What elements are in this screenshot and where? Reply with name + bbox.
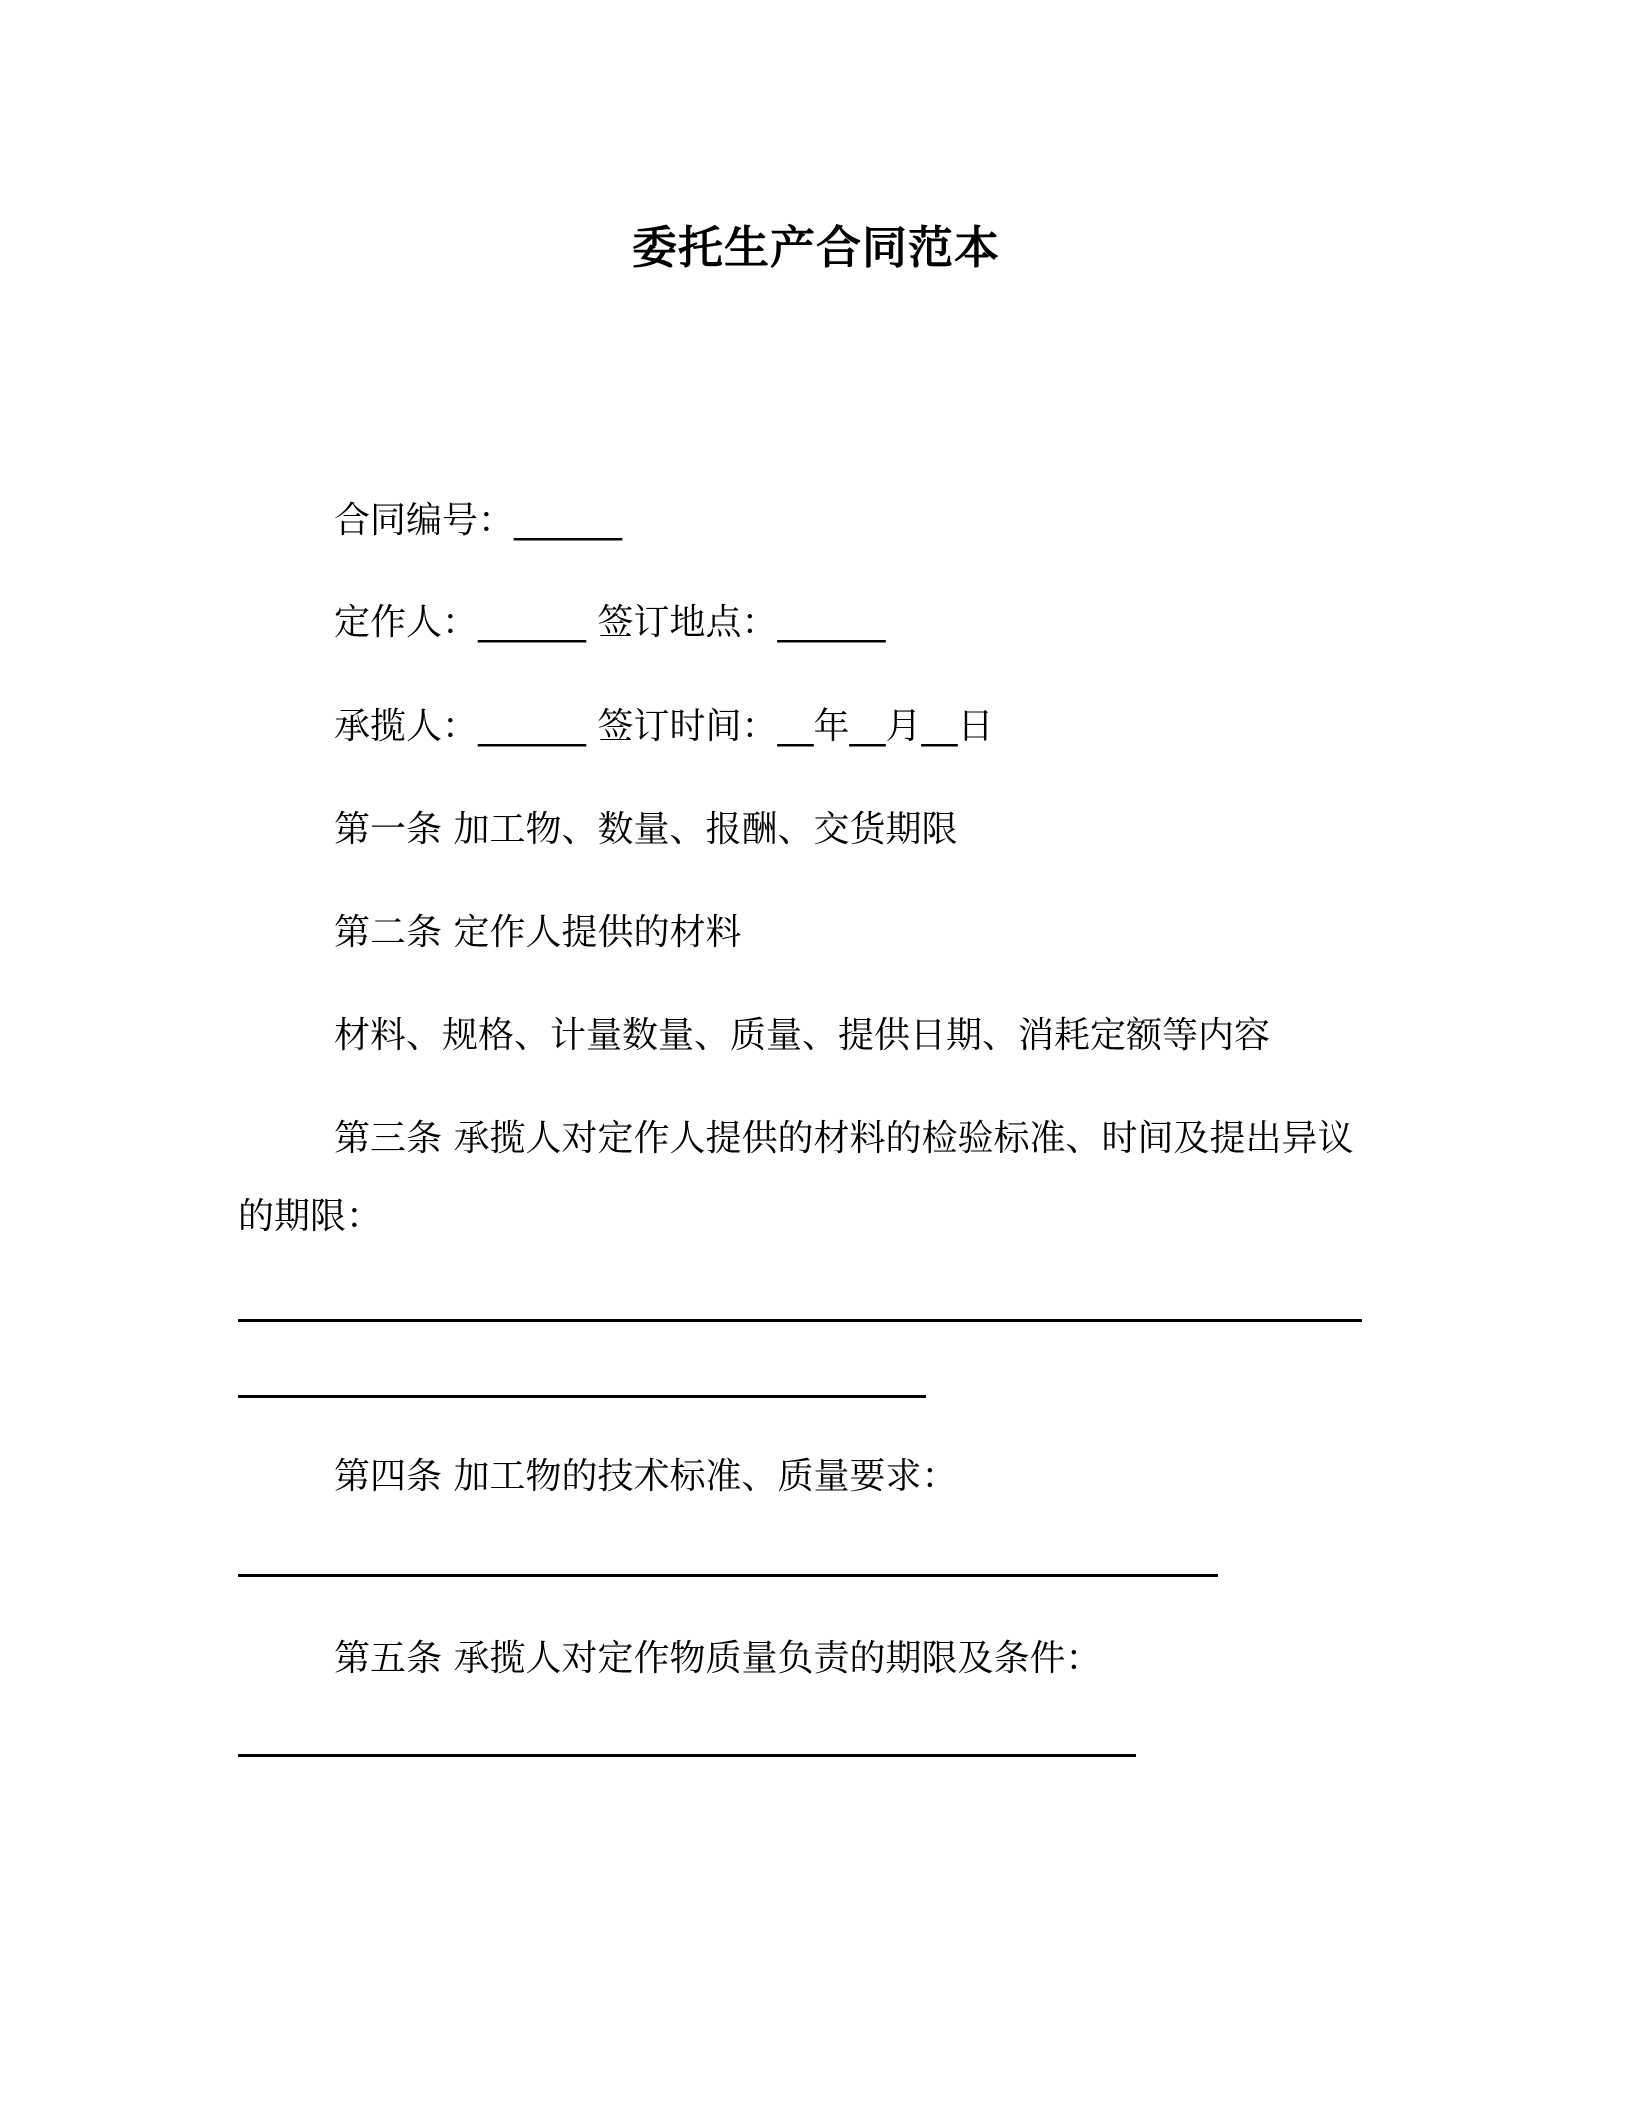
article-3-blank-line bbox=[238, 1319, 1362, 1322]
article-3-blank-line bbox=[238, 1395, 926, 1398]
article-4-blank-line bbox=[238, 1574, 1218, 1577]
article-4-heading: 第四条 加工物的技术标准、质量要求： bbox=[334, 1456, 958, 1497]
article-5-heading: 第五条 承揽人对定作物质量负责的期限及条件： bbox=[334, 1638, 1102, 1679]
article-3-heading-continued: 的期限： bbox=[238, 1196, 383, 1237]
article-3-heading: 第三条 承揽人对定作人提供的材料的检验标准、时间及提出异议 bbox=[334, 1118, 1354, 1159]
document-title: 委托生产合同范本 bbox=[631, 221, 1000, 274]
contract-number-line: 合同编号：______ bbox=[334, 500, 623, 541]
article-2-body: 材料、规格、计量数量、质量、提供日期、消耗定额等内容 bbox=[334, 1015, 1271, 1056]
contractor-line: 承揽人：______ 签订时间：__年__月__日 bbox=[334, 706, 994, 747]
article-2-heading: 第二条 定作人提供的材料 bbox=[334, 912, 742, 953]
article-5-blank-line bbox=[238, 1754, 1136, 1757]
orderer-line: 定作人：______ 签订地点：______ bbox=[334, 602, 886, 643]
article-1-heading: 第一条 加工物、数量、报酬、交货期限 bbox=[334, 809, 958, 850]
